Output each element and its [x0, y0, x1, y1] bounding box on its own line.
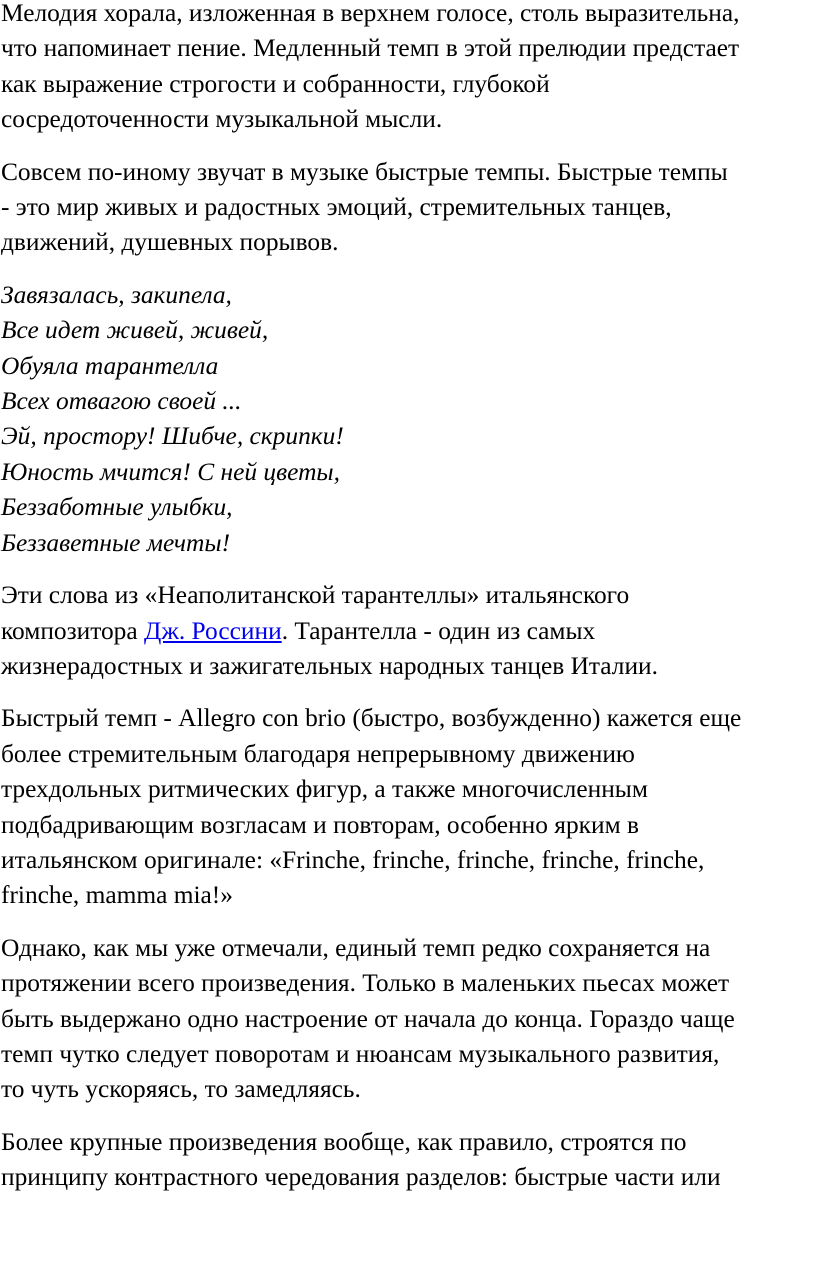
poem-line: Обуяла тарантелла	[1, 351, 219, 380]
text-line: Совсем по-иному звучат в музыке быстрые темпы. Быстрые темпы	[1, 157, 728, 186]
paragraph-rossini	[1, 578, 816, 684]
text-line: то чуть ускоряясь, то замедляясь.	[1, 1075, 361, 1104]
poem-line: Завязалась, закипела,	[1, 280, 232, 309]
poem-line: Эй, простору! Шибче, скрипки!	[1, 422, 344, 451]
text-line: сосредоточенности музыкальной мысли.	[1, 105, 443, 134]
poem-line: Беззаветные мечты!	[1, 528, 231, 557]
text-line: Однако, как мы уже отмечали, единый темп редко сохраняется на	[1, 933, 711, 962]
text-line: подбадривающим возгласам и повторам, особенно ярким в	[1, 810, 640, 839]
text-line: протяжении всего произведения. Только в маленьких пьесах может	[1, 969, 730, 998]
text-line: Более крупные произведения вообще, как правило, строятся по	[1, 1127, 687, 1156]
text-line: Мелодия хорала, изложенная в верхнем голосе, столь выразительна,	[1, 0, 740, 27]
text-line-with-link	[1, 614, 816, 649]
text-line: Быстрый темп - Allegro con brio (быстро, возбужденно) кажется еще	[1, 704, 742, 733]
text-fragment: композитора	[1, 616, 144, 645]
text-line: - это мир живых и радостных эмоций, стремительных танцев,	[1, 193, 672, 222]
text-line: принципу контрастного чередования разделов: быстрые части или	[1, 1163, 721, 1192]
paragraph-large-works	[1, 1125, 816, 1196]
text-line: более стремительным благодаря непрерывному движению	[1, 739, 635, 768]
poem-line: Беззаботные улыбки,	[1, 493, 233, 522]
text-line: движений, душевных порывов.	[1, 228, 339, 257]
rossini-link[interactable]: Дж. Россини	[144, 616, 282, 645]
text-line: Эти слова из «Неаполитанской тарантеллы» итальянского	[1, 581, 630, 610]
text-line: жизнерадостных и зажигательных народных танцев Италии.	[1, 651, 658, 680]
poem-line: Все идет живей, живей,	[1, 316, 269, 345]
text-line: быть выдержано одно настроение от начала до конца. Гораздо чаще	[1, 1004, 735, 1033]
text-line: что напоминает пение. Медленный темп в этой прелюдии предстает	[1, 34, 740, 63]
paragraph-chorale	[1, 0, 816, 138]
text-line: как выражение строгости и собранности, глубокой	[1, 69, 550, 98]
paragraph-allegro	[1, 701, 816, 913]
text-line: frinche, mamma mia!»	[1, 881, 233, 910]
text-line: итальянском оригинале: «Frinche, frinche, frinche, frinche, frinche,	[1, 845, 705, 874]
paragraph-fast-tempos	[1, 155, 816, 261]
paragraph-single-tempo	[1, 931, 816, 1108]
poem-line: Всех отвагою своей ...	[1, 387, 242, 416]
poem-line: Юность мчится! С ней цветы,	[1, 457, 340, 486]
text-line: темп чутко следует поворотам и нюансам музыкального развития,	[1, 1039, 720, 1068]
text-fragment: . Тарантелла - один из самых	[281, 616, 596, 645]
text-line: трехдольных ритмических фигур, а также многочисленным	[1, 775, 648, 804]
poem-tarantella	[1, 278, 816, 561]
